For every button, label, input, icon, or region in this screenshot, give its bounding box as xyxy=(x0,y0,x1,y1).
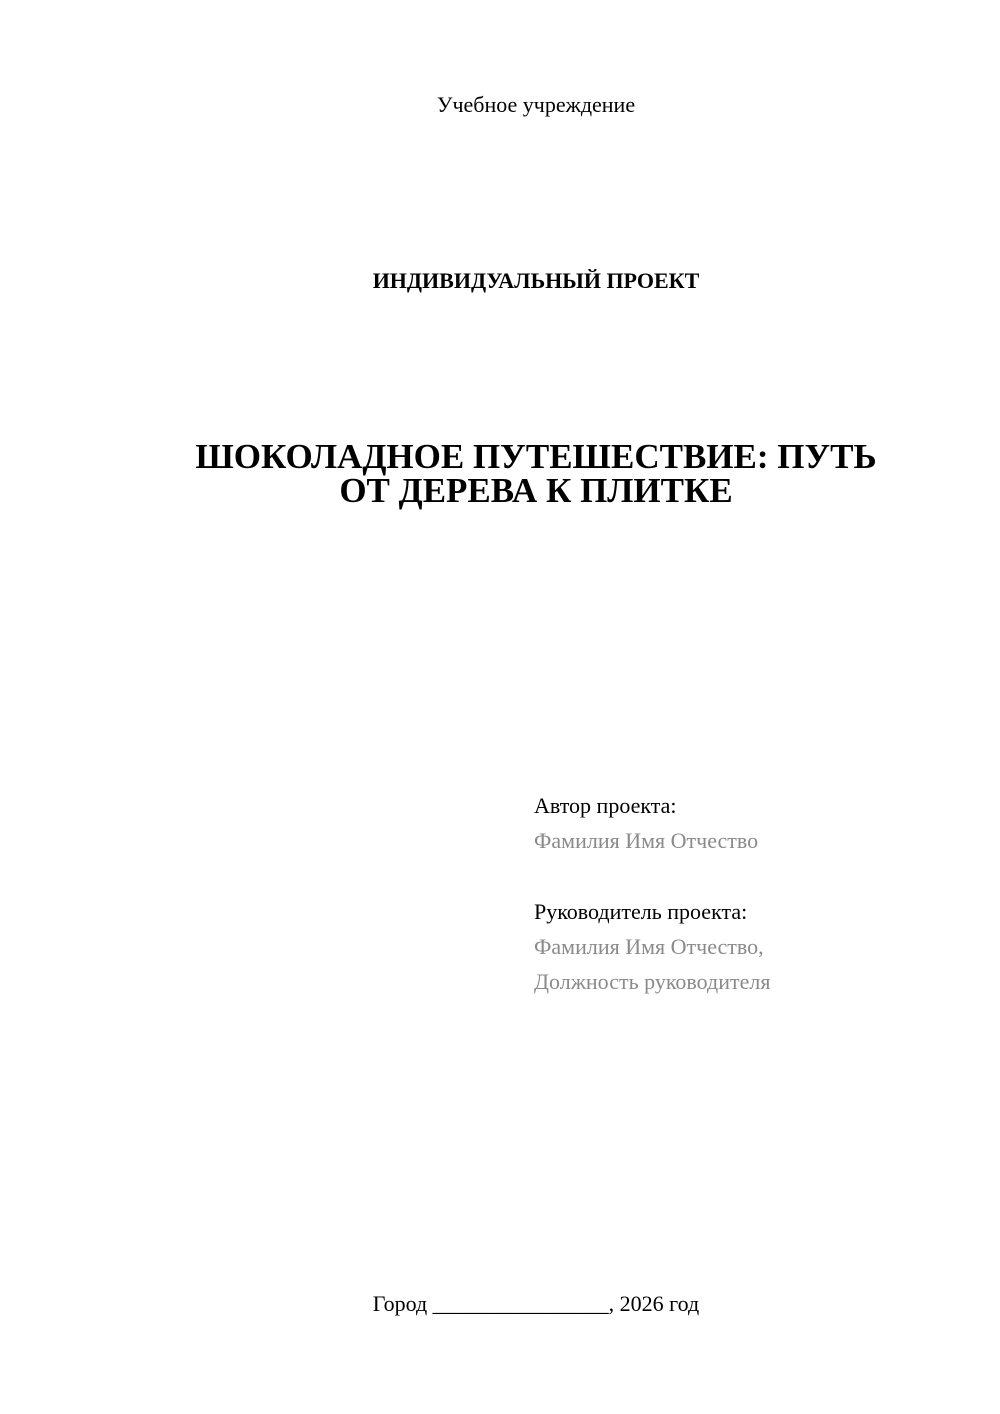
supervisor-position: Должность руководителя xyxy=(534,969,771,994)
project-title-line-2: ОТ ДЕРЕВА К ПЛИТКЕ xyxy=(339,471,733,510)
project-title xyxy=(120,437,952,510)
institution-name: Учебное учреждение xyxy=(436,92,636,117)
city-year-line: Город ________________, 2026 год xyxy=(372,1291,700,1316)
info-spacer xyxy=(534,858,974,894)
supervisor-name: Фамилия Имя Отчество, xyxy=(534,934,764,959)
supervisor-label: Руководитель проекта: xyxy=(534,899,748,924)
project-type-heading: ИНДИВИДУАЛЬНЫЙ ПРОЕКТ xyxy=(372,268,700,293)
project-info-block xyxy=(534,788,974,999)
author-label: Автор проекта: xyxy=(534,793,677,818)
project-title-line-1: ШОКОЛАДНОЕ ПУТЕШЕСТВИЕ: ПУТЬ xyxy=(195,437,877,476)
author-name: Фамилия Имя Отчество xyxy=(534,828,759,853)
